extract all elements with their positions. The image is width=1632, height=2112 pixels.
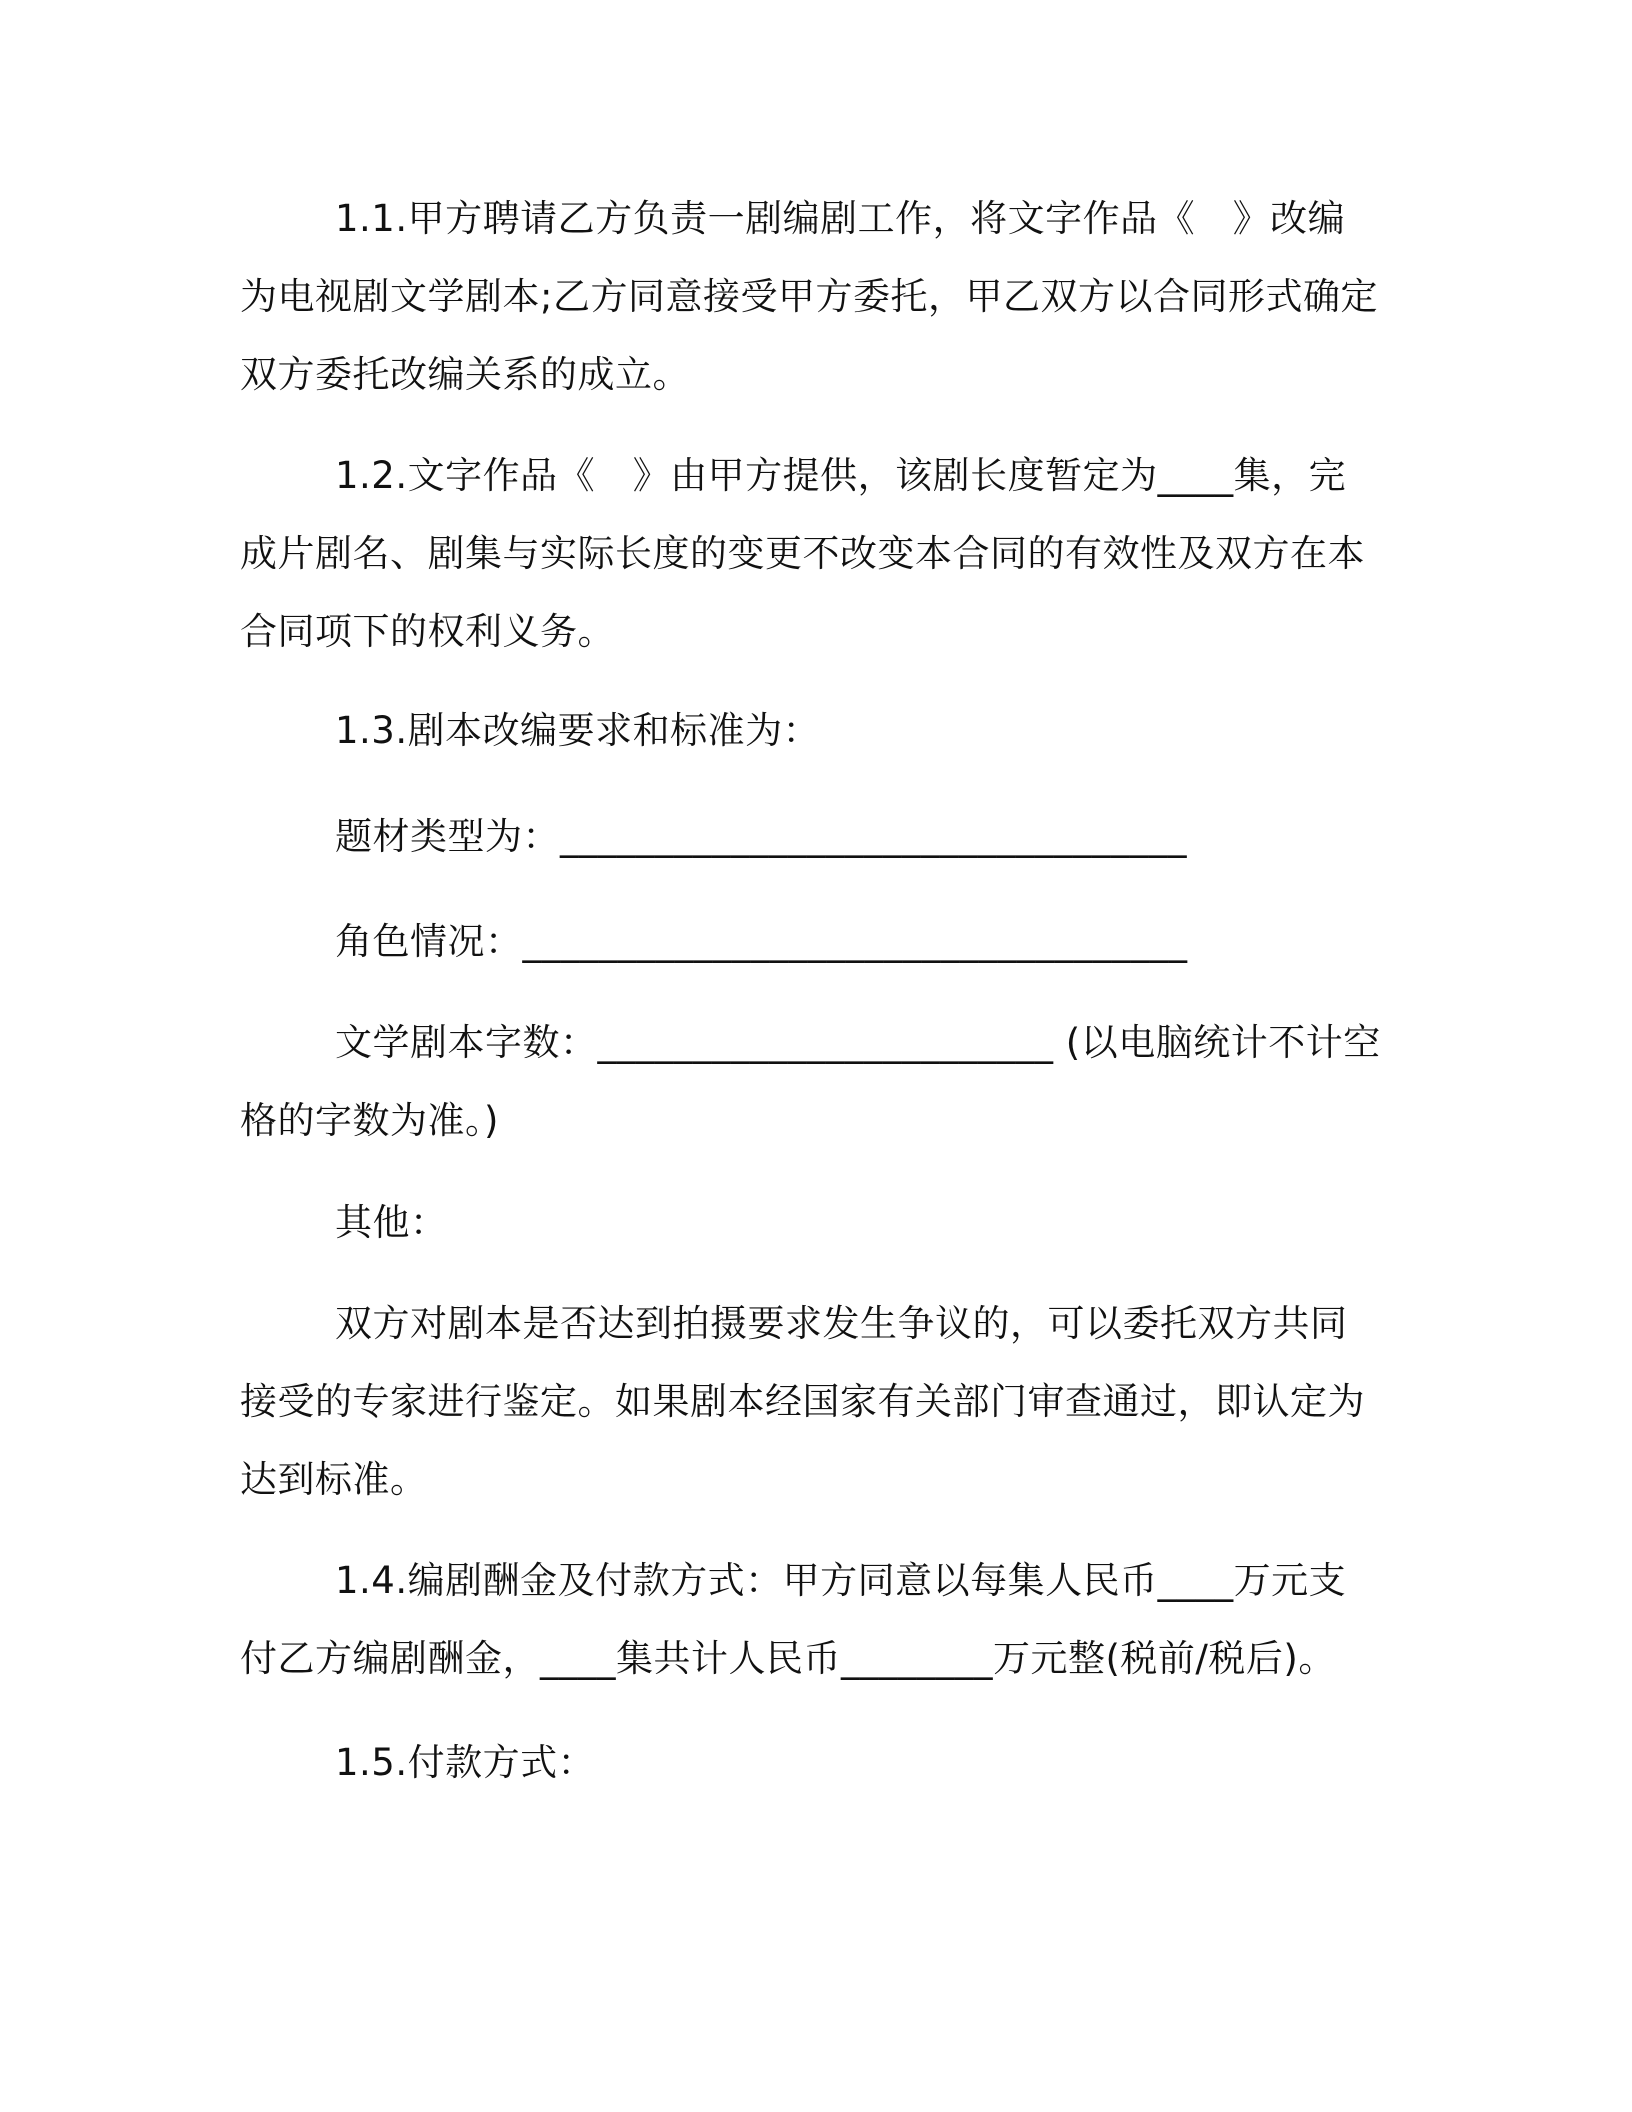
clause-1-3: 1.3.剧本改编要求和标准为：: [335, 709, 821, 752]
clause-1-1: 1.1.甲方聘请乙方负责一剧编剧工作，将文字作品《 》改编为电视剧文学剧本;乙方同意接受甲方委托，甲乙双方以合同形式确定双方委托改编关系的成立。: [240, 197, 1378, 396]
clause-1-4: 1.4.编剧酬金及付款方式：甲方同意以每集人民币____万元支付乙方编剧酬金，____集共计人民币________万元整(税前/税后)。: [240, 1559, 1347, 1680]
other-line: 其他：: [335, 1201, 448, 1244]
dispute-clause: 双方对剧本是否达到拍摄要求发生争议的，可以委托双方共同接受的专家进行鉴定。如果剧本经国家有关部门审查通过，即认定为达到标准。: [240, 1302, 1365, 1501]
clause-1-2: 1.2.文字作品《 》由甲方提供，该剧长度暂定为____集，完成片剧名、剧集与实际长度的变更不改变本合同的有效性及双方在本合同项下的权利义务。: [240, 454, 1365, 653]
clause-1-5: 1.5.付款方式：: [335, 1741, 596, 1784]
roles-line: 角色情况：___________________________________: [335, 920, 1188, 963]
subject-type-line: 题材类型为：_________________________________: [335, 815, 1187, 858]
word-count-line: 文学剧本字数：________________________ (以电脑统计不计空格的字数为准。): [240, 1021, 1381, 1142]
